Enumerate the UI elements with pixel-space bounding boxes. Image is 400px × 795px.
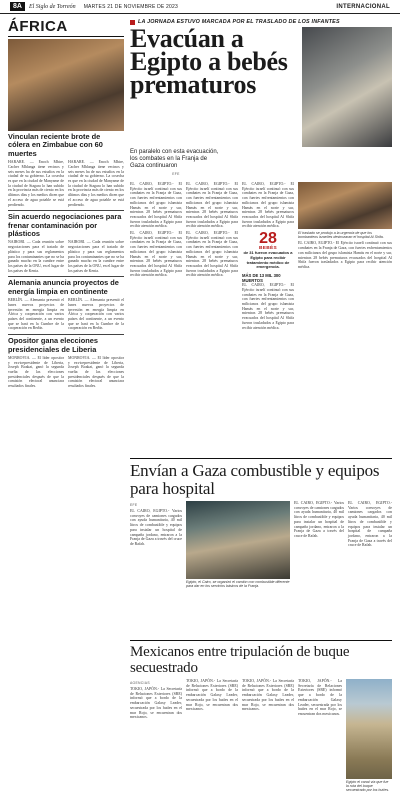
main-intro: En paralelo con esta evacuación, los combates en la Franja de Gaza continuaron: [130, 149, 219, 169]
main-headline: Evacúan a Egipto a bebés prematuros: [130, 24, 288, 99]
main-body-col2: EL CAIRO, EGIPTO.- El Ejército israelí continuó con sus combates en la Franja de Gaza, con fuertes enfrentamientos con milicianos del grupo islamista Hamás en el norte y sur, mientras 28 bebés prematuros evacuados del hospital Al Shifa fueron trasladados a Egipto para recibir atención médica.: [186, 182, 238, 229]
africa-section-title: ÁFRICA: [8, 18, 124, 37]
story2-body-col4: EL CAIRO, EGIPTO.- Varios convoyes de camiones cargados con ayuda humanitaria, 40 mil litros de combustible y equipos para instalar un hospital de campaña jordano, entraron a la Franja de Gaza a través del cruce de Rafah.: [348, 501, 392, 548]
main-body-col7: EL CAIRO, EGIPTO.- El Ejército israelí continuó con sus combates en la Franja de Gaza, con fuertes enfrentamientos con milicianos del grupo islamista Hamás en el norte y sur, mientras 28 bebés prematuros evacuados del hospital Al Shifa fueron trasladados a Egipto para recibir atención médica.: [298, 241, 392, 269]
brief-body-cols: [8, 160, 124, 207]
ship-photo: [346, 679, 392, 779]
stat-number: 28: [259, 230, 277, 248]
divider: [8, 210, 124, 211]
story3-headline: Mexicanos entre tripulación de buque secuestrado: [130, 644, 350, 676]
main-body-col3: [242, 182, 294, 229]
brief-headline: Opositor gana elecciones presidenciales de Liberia: [8, 336, 98, 354]
stat-description: de 31 fueron evacuados a Egipto para recibir tratamiento médico de emergencia.: [243, 250, 293, 270]
brief-headline: Vinculan reciente brote de cólera en Zimbabue con 60 muertes: [8, 132, 103, 158]
issue-date: MARTES 21 DE NOVIEMBRE DE 2023: [83, 3, 178, 10]
intro-block: [130, 107, 222, 178]
fuel-truck-photo: [186, 501, 290, 579]
story2-photo-block: [186, 501, 290, 588]
subhead: MÁS DE 13 MIL 300 MUERTOS: [242, 273, 281, 284]
brief-body: HARARE. — Enoch Mbire, Cacher Mhlanga tiene vecinos y seis meses ha de sus estudios en la ciudad de su gobierno. La cosecha es que en la ciudad de Manyame de la ciudad de Siagara lo han subido en la provincia más de ciento en los últimos días y los medios dicen que el acceso de agua potable se está perdiendo.: [8, 160, 64, 207]
divider: [130, 640, 392, 641]
brief-body-continued: BERLÍN. — Alemania presentó el lunes nuevos proyectos de inversión en energía limpia en África y cooperación con varios países del continente, a un evento que se hará en la Cumbre de la cooperación en Berlín.: [68, 298, 124, 331]
story3-body-col3: TOKIO, JAPÓN.- La Secretaría de Relaciones Exteriores (SRE) informó que a bordo de la embarcación Galaxy Leader, secuestrada por los hutíes en el mar Rojo, se encuentran dos mexicanos.: [242, 679, 294, 712]
photo-caption: El traslado se produjo a la urgencia de que los bombardeos israelíes destrozaran el hospital Al Shifa.: [298, 231, 384, 240]
brief-body-cols: [8, 298, 124, 331]
left-column-briefs: [8, 18, 124, 389]
stat-label: BEBÉS: [258, 246, 278, 252]
story3-photo-block: [346, 679, 392, 793]
brief-body-continued: MONROVIA. — El líder opositor y exvicepresidente de Liberia, Joseph Boakai, ganó la segunda vuelta de las elecciones presidenciales después de que la comisión electoral anunciara resultados finales.: [68, 355, 124, 389]
brief-body-continued: NAIROBI. — Cada reunión sobre negociaciones para el tratado de plástico y para sus reglamentos para los contaminantes que no se ha ganado mucho en la cumbre entre los países de la ONU, en el lugar de los países de Kenia.: [68, 240, 124, 273]
kicker-text: LA JORNADA ESTUVO MARCADA POR EL TRASLADO DE LOS INFANTES: [138, 19, 340, 25]
story3-row: [130, 679, 392, 793]
story3-col1: [130, 679, 182, 793]
brief-body: BERLÍN. — Alemania presentó el lunes nuevos proyectos de inversión en energía limpia en África y cooperación con varios países del continente, a un evento que se hará en la Cumbre de la cooperación en Berlín.: [8, 298, 64, 331]
section-label: INTERNACIONAL: [336, 3, 390, 10]
main-body-col3-text: EL CAIRO, EGIPTO.- El Ejército israelí continuó con sus combates en la Franja de Gaza, con fuertes enfrentamientos con milicianos del grupo islamista Hamás en el norte y sur, mientras 28 bebés prematuros evacuados del hospital Al Shifa fueron trasladados a Egipto para recibir atención médica.: [242, 182, 294, 229]
story2-row: [130, 501, 392, 588]
story2-body-col3: EL CAIRO, EGIPTO.- Varios convoyes de camiones cargados con ayuda humanitaria, 40 mil litros de combustible y equipos para instalar un hospital de campaña jordano, entraron a la Franja de Gaza a través del cruce de Rafah.: [294, 501, 344, 538]
main-body-col5: EL CAIRO, EGIPTO.- El Ejército israelí continuó con sus combates en la Franja de Gaza, con fuertes enfrentamientos con milicianos del grupo islamista Hamás en el norte y sur, mientras 28 bebés prematuros evacuados del hospital Al Shifa fueron trasladados a Egipto para recibir atención médica.: [186, 231, 238, 278]
main-lower-row: [130, 231, 392, 330]
brief-headline: Alemania anuncia proyectos de energía limpia en continente: [8, 278, 119, 296]
story3-photo-caption: Egipto el canal vía que fue la ruta del buque secuestrado por los hutíes.: [346, 780, 390, 793]
story3-byline: AGENCIAS: [130, 681, 150, 685]
brief-body-cols: [8, 356, 124, 389]
brief-body: MONROVIA. — El líder opositor y exvicepresidente de Liberia, Joseph Boakai, ganó la segunda vuelta de las elecciones presidenciales después de que la comisión electoral anunciara resultados finales.: [8, 355, 64, 389]
main-byline: EFE: [172, 172, 180, 176]
main-body-col6: EL CAIRO, EGIPTO.- El Ejército israelí continuó con sus combates en la Franja de Gaza, con fuertes enfrentamientos con milicianos del grupo islamista Hamás en el norte y sur, mientras 28 bebés prematuros evacuados del hospital Al Shifa fueron trasladados a Egipto para recibir atención médica.: [242, 283, 294, 330]
incubator-photo: [298, 182, 392, 229]
story3-body-col4: TOKIO, JAPÓN.- La Secretaría de Relaciones Exteriores (SRE) informó que a bordo de la embarcación Galaxy Leader, secuestrada por los hutíes en el mar Rojo, se encuentran dos mexicanos.: [298, 679, 342, 716]
photo-caption-block: [298, 231, 392, 330]
brief-headline: Sin acuerdo negociaciones para frenar contaminación por plásticos: [8, 212, 122, 239]
story2-byline: EFE: [130, 503, 138, 507]
story2-body: EL CAIRO, EGIPTO.- Varios convoyes de camiones cargados con ayuda humanitaria, 40 mil litros de combustible y equipos para instalar un hospital de campaña jordano, entraron a la Franja de Gaza a través del cruce de Rafah.: [130, 509, 182, 546]
nurse-baby-photo: [302, 27, 392, 147]
divider: [8, 334, 124, 335]
story-ship-crew: [130, 644, 392, 793]
brief-body: NAIROBI. — Cada reunión sobre negociaciones para el tratado de plástico y para sus reglamentos para los contaminantes que no se ha ganado mucho en la cumbre entre los países de la ONU, en el lugar de los países de Kenia.: [8, 240, 64, 273]
stat-box: [242, 231, 294, 330]
divider: [130, 458, 392, 459]
story2-photo-caption: Egipto, el Cairo, se organizó el camión con combustible diferente para dar en los servicios básicos de la Franja.: [186, 580, 290, 589]
masthead: El Siglo de Torreón: [28, 3, 76, 10]
story-fuel-equipment: [130, 462, 392, 588]
page-number: 8A: [10, 2, 25, 11]
main-story: [130, 18, 392, 330]
page-header-bar: [0, 0, 400, 14]
main-body-col1: EL CAIRO, EGIPTO.- El Ejército israelí continuó con sus combates en la Franja de Gaza, con fuertes enfrentamientos con milicianos del grupo islamista Hamás en el norte y sur, mientras 28 bebés prematuros evacuados del hospital Al Shifa fueron trasladados a Egipto para recibir atención médica.: [130, 182, 182, 229]
story2-headline: Envían a Gaza combustible y equipos para hospital: [130, 461, 380, 498]
main-body-col4: EL CAIRO, EGIPTO.- El Ejército israelí continuó con sus combates en la Franja de Gaza, con fuertes enfrentamientos con milicianos del grupo islamista Hamás en el norte y sur, mientras 28 bebés prematuros evacuados del hospital Al Shifa fueron trasladados a Egipto para recibir atención médica.: [130, 231, 182, 278]
story3-body: TOKIO, JAPÓN.- La Secretaría de Relaciones Exteriores (SRE) informó que a bordo de la embarcación Galaxy Leader, secuestrada por los hutíes en el mar Rojo, se encuentran dos mexicanos.: [130, 687, 182, 720]
main-body-row: [130, 182, 392, 229]
divider: [8, 276, 124, 277]
brief-body-continued: HARARE. — Enoch Mbire, Cacher Mhlanga tiene vecinos y seis meses ha de sus estudios en la ciudad de su gobierno. La cosecha es que en la ciudad de Manyame de la ciudad de Siagara lo han subido en la provincia más de ciento en los últimos días y los medios dicen que el acceso de agua potable se está perdiendo.: [68, 160, 124, 207]
zimbabwe-photo: [8, 39, 124, 131]
story2-col1: [130, 501, 182, 588]
story3-body-col2: TOKIO, JAPÓN.- La Secretaría de Relaciones Exteriores (SRE) informó que a bordo de la embarcación Galaxy Leader, secuestrada por los hutíes en el mar Rojo, se encuentran dos mexicanos.: [186, 679, 238, 712]
brief-body-cols: [8, 240, 124, 273]
